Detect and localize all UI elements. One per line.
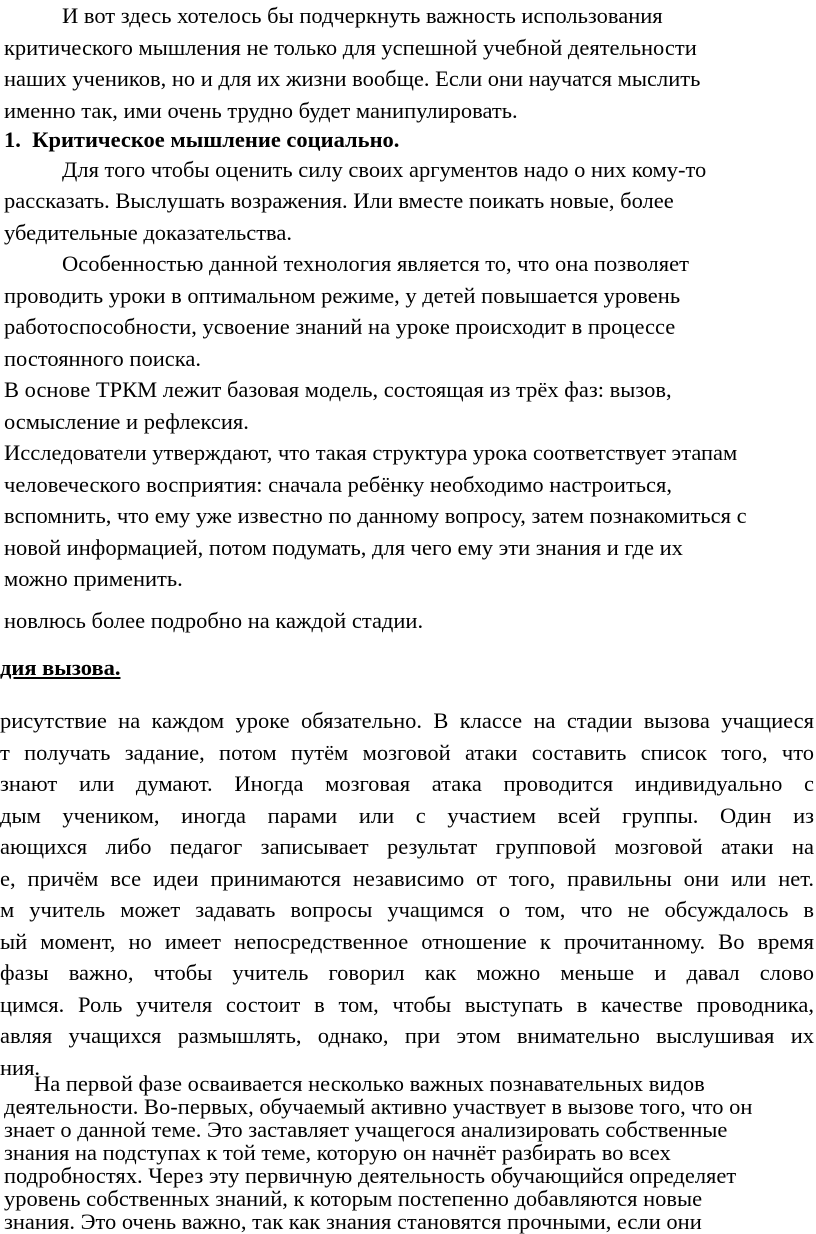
text-line: И вот здесь хотелось бы подчеркнуть важность использования: [62, 3, 663, 28]
text-line: ния.: [0, 1054, 41, 1080]
text-line: рассказать. Выслушать возражения. Или вместе поикать новые, более: [4, 188, 674, 214]
text-line: В основе ТРКМ лежит базовая модель, состоящая из трёх фаз: вызов,: [4, 377, 672, 403]
text-line: проводить уроки в оптимальном режиме, у детей повышается уровень: [4, 282, 681, 308]
text-line: новлюсь более подробно на каждой стадии.: [4, 607, 424, 633]
text-line: можно применить.: [4, 566, 183, 592]
text-line: ый момент, но имеет непосредственное отношение к прочитанному. Во время: [0, 928, 814, 954]
text-line: подробностях. Через эту первичную деятельность обучающийся определяет: [4, 1163, 737, 1188]
text-line: работоспособности, усвоение знаний на уроке происходит в процессе: [4, 314, 676, 340]
section-heading: дия вызова.: [0, 655, 121, 681]
text-line: знания на подступах к той теме, которую он начнёт разбирать во всех: [4, 1140, 671, 1165]
text-line: новой информацией, потом подумать, для чего ему эти знания и где их: [4, 534, 683, 560]
text-line: наших учеников, но и для их жизни вообще. Если они научатся мыслить: [4, 66, 701, 92]
text-line: На первой фазе осваивается несколько важных познавательных видов: [34, 1071, 705, 1096]
text-line: вспомнить, что ему уже известно по данному вопросу, затем познакомиться с: [4, 503, 747, 529]
text-line: фазы важно, чтобы учитель говорил как можно меньше и давал слово: [0, 960, 814, 986]
text-line: дым учеником, иногда парами или с участием всей группы. Один из: [0, 802, 814, 828]
text-line: деятельности. Во-первых, обучаемый активно участвует в вызове того, что он: [4, 1094, 753, 1119]
text-line: знает о данной теме. Это заставляет учащегося анализировать собственные: [4, 1117, 728, 1142]
text-line: знают или думают. Иногда мозговая атака проводится индивидуально с: [0, 771, 814, 797]
text-line: рисутствие на каждом уроке обязательно. В классе на стадии вызова учащиеся: [0, 708, 814, 734]
section-heading: 1. Критическое мышление социально.: [4, 127, 400, 153]
text-line: ающихся либо педагог записывает результат групповой мозговой атаки на: [0, 834, 814, 860]
text-line: Для того чтобы оценить силу своих аргументов надо о них кому-то: [62, 156, 707, 182]
text-line: критического мышления не только для успешной учебной деятельности: [4, 34, 697, 60]
text-line: именно так, ими очень трудно будет манипулировать.: [4, 97, 518, 123]
text-line: е, причём все идеи принимаются независимо от того, правильны они или нет.: [0, 865, 814, 891]
text-line: цимся. Роль учителя состоит в том, чтобы выступать в качестве проводника,: [0, 991, 814, 1017]
text-line: Исследователи утверждают, что такая структура урока соответствует этапам: [4, 440, 738, 466]
text-line: м учитель может задавать вопросы учащимся о том, что не обсуждалось в: [0, 897, 814, 923]
text-line: Особенностью данной технология является то, что она позволяет: [62, 251, 689, 277]
text-line: человеческого восприятия: сначала ребёнку необходимо настроиться,: [4, 471, 673, 497]
text-line: знания. Это очень важно, так как знания становятся прочными, если они: [4, 1209, 702, 1234]
text-line: постоянного поиска.: [4, 345, 201, 371]
text-line: авляя учащихся размышлять, однако, при этом внимательно выслушивая их: [0, 1023, 814, 1049]
text-line: убедительные доказательства.: [4, 219, 292, 245]
text-line: осмысление и рефлексия.: [4, 408, 249, 434]
text-line: уровень собственных знаний, к которым постепенно добавляются новые: [4, 1186, 703, 1211]
text-line: т получать задание, потом путём мозговой атаки составить список того, что: [0, 739, 814, 765]
